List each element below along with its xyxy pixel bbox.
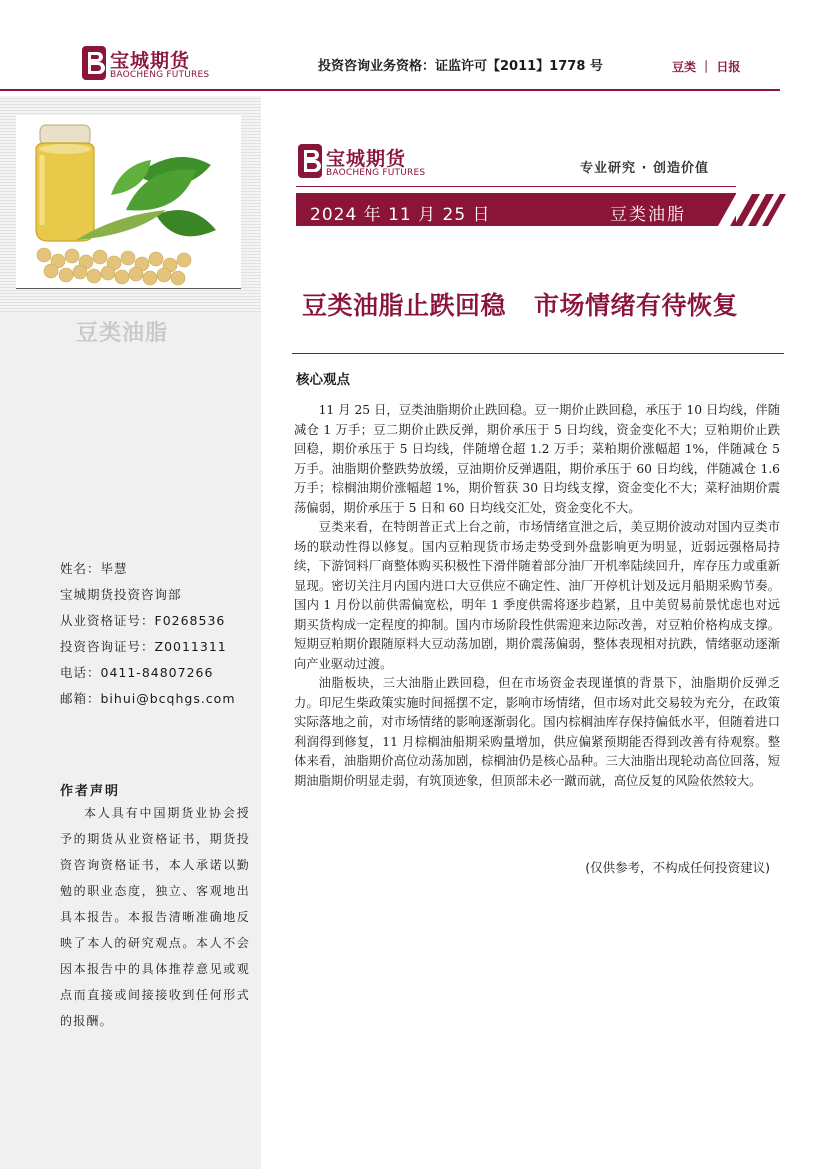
header-logo-cn: 宝城期货 xyxy=(110,50,191,72)
author-phone: 电话：0411-84807266 xyxy=(60,665,214,680)
declaration-title: 作者声明 xyxy=(60,784,121,799)
baocheng-logo-icon xyxy=(80,44,108,82)
declaration-body: 本人具有中国期货业协会授予的期货从业资格证书，期货投资咨询资格证书，本人承诺以勤勉的职业态度，独立、客观地出具本报告。本报告清晰准确地反映了本人的研究观点。本人不会因本报告中的具体推荐意见或观点而直接或间接接收到任何形式的报酬。 xyxy=(60,806,250,1028)
sidebar-title: 豆类油脂 xyxy=(76,321,169,346)
headline-divider xyxy=(292,353,784,354)
brand-divider xyxy=(296,186,736,187)
license-info: 投资咨询业务资格：证监许可【2011】1778 号 xyxy=(318,59,603,74)
header-logo-en: BAOCHENG FUTURES xyxy=(110,70,210,80)
author-info xyxy=(60,556,236,712)
hero-divider xyxy=(16,288,241,289)
hero-image xyxy=(16,115,241,288)
report-date: 2024 年 11 月 25 日 xyxy=(310,205,491,225)
headline xyxy=(302,286,766,322)
paragraph: 油脂板块，三大油脂止跌回稳，但在市场资金表现谨慎的背景下，油脂期价反弹乏力。印尼生柴政策实施时间摇摆不定，影响市场情绪，但市场对此交易较为充分，在政策实际落地之前，对市场情绪的影响逐渐弱化。国内棕榈油库存保持偏低水平，但随着进口利润得到修复，11 月棕榈油船期采购量增加，供应偏紧预期能否得到改善有待观察。整体来看，油脂期价高位动荡加剧，棕榈油仍是核心品种。三大油脂出现轮动高位回落，短期油脂期价明显走弱，有筑顶迹象，但顶部未必一蹴而就，高位反复的风险依然较大。 xyxy=(294,676,780,788)
brand-logo-en: BAOCHENG FUTURES xyxy=(326,168,426,178)
report-type: 豆类 ｜ 日报 xyxy=(672,60,741,74)
author-qual-cert: 从业资格证号：F0268536 xyxy=(60,613,226,628)
header-logo xyxy=(80,44,220,84)
decorative-slashes-icon xyxy=(690,190,790,230)
headline-part1: 豆类油脂止跌回稳 xyxy=(302,291,507,320)
core-title: 核心观点 xyxy=(296,372,350,388)
soybean-oil-illustration-icon xyxy=(16,115,241,288)
header-divider xyxy=(0,89,780,91)
report-category: 豆类油脂 xyxy=(610,205,686,225)
slogan: 专业研究 · 创造价值 xyxy=(580,161,709,176)
brand-logo xyxy=(296,142,446,182)
author-email: 邮箱：bihui@bcqhgs.com xyxy=(60,691,236,706)
brand-logo-cn: 宝城期货 xyxy=(326,148,407,170)
author-dept: 宝城期货投资咨询部 xyxy=(60,587,182,602)
headline-part2: 市场情绪有待恢复 xyxy=(534,291,739,320)
paragraph: 11 月 25 日，豆类油脂期价止跌回稳。豆一期价止跌回稳，承压于 10 日均线，伴随减仓 1 万手；豆二期价止跌反弹，期价承压于 5 日均线，资金变化不大；豆粕期价止跌回稳，期价承压于 5 日均线，伴随增仓超 1.2 万手；菜粕期价涨幅超 1%，伴随减仓 5 万手。油脂期价整跌势放缓，豆油期价反弹遇阻，期价承压于 60 日均线，伴随减仓 1.6 万手；棕榈油期价涨幅超 1%，期价暂获 30 日均线支撑，资金变化不大；菜籽油期价震荡偏弱，期价承压于 5 日和 60 日均线交汇处，资金变化不大。 xyxy=(294,403,780,515)
author-advisory-cert: 投资咨询证号：Z0011311 xyxy=(60,639,227,654)
report-body xyxy=(294,401,780,791)
paragraph: 豆类来看，在特朗普正式上台之前，市场情绪宣泄之后，美豆期价波动对国内豆类市场的联动性得以修复。国内豆粕现货市场走势受到外盘影响更为明显，近弱远强格局持续，下游饲料厂商整体购买积极性下滑伴随着部分油厂开机率陆续回升，库存压力或重新显现。密切关注月内国内进口大豆供应不确定性、油厂开停机计划及远月船期采购节奏。国内 1 月份以前供需偏宽松，明年 1 季度供需将逐步趋紧，且中美贸易前景忧虑也对远期买货构成一定程度的抑制。国内市场阶段性供需迎来边际改善，对豆粕价格构成支撑。短期豆粕期价跟随原料大豆动荡加剧，期价震荡偏弱，整体表现相对抗跌，情绪驱动逐渐向产业驱动过渡。 xyxy=(294,520,780,671)
baocheng-logo-icon xyxy=(296,142,324,180)
disclaimer: (仅供参考，不构成任何投资建议) xyxy=(585,860,770,875)
author-name: 姓名：毕慧 xyxy=(60,561,128,576)
